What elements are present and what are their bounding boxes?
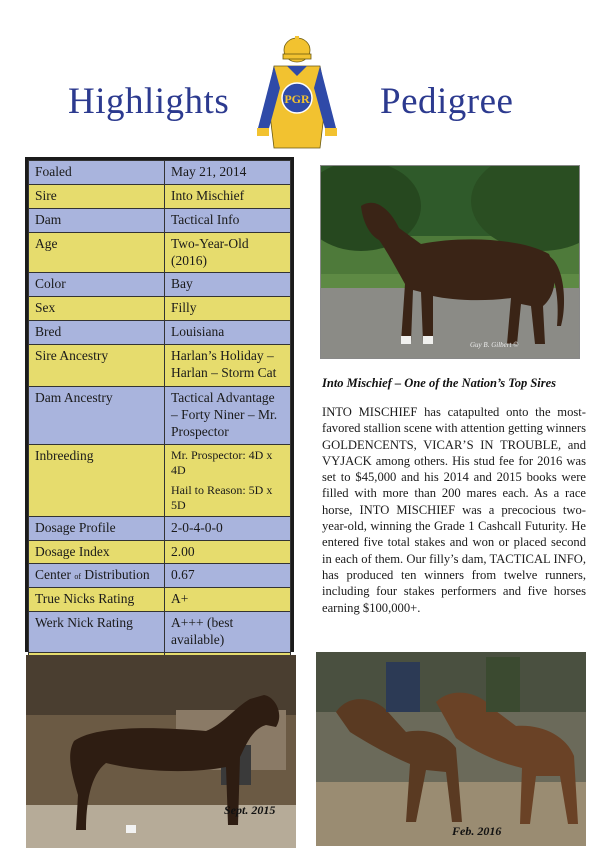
highlights-title: Highlights	[68, 81, 230, 122]
table-row	[29, 444, 291, 516]
row-label-werk-nick: Werk Nick Rating	[29, 612, 165, 653]
row-label-foaled: Foaled	[29, 161, 165, 185]
highlights-table	[25, 157, 294, 652]
table-row	[29, 387, 291, 445]
table-row	[29, 232, 291, 273]
table-row	[29, 345, 291, 387]
row-label-bred: Bred	[29, 321, 165, 345]
pedigree-title: Pedigree	[380, 81, 514, 122]
row-label-true-nicks: True Nicks Rating	[29, 588, 165, 612]
table-row	[29, 612, 291, 653]
table-row	[29, 516, 291, 540]
row-label-dam: Dam	[29, 208, 165, 232]
table-row	[29, 273, 291, 297]
row-value-werk-nick: A+++ (best available)	[165, 612, 291, 653]
row-label-color: Color	[29, 273, 165, 297]
table-row	[29, 208, 291, 232]
table-row	[29, 297, 291, 321]
label-part-center: Center	[35, 567, 71, 583]
logo-letters: PGR	[284, 92, 310, 106]
row-value-bred: Louisiana	[165, 321, 291, 345]
row-label-inbreeding: Inbreeding	[29, 444, 165, 516]
table-row	[29, 161, 291, 185]
caption-sept-2015: Sept. 2015	[224, 803, 276, 817]
row-value-center-of-distribution: 0.67	[165, 564, 291, 588]
inbreeding-line-2: Hail to Reason: 5D x 5D	[171, 482, 273, 512]
table-row	[29, 564, 291, 588]
caption-feb-2016: Feb. 2016	[452, 824, 502, 838]
inbreeding-line-1: Mr. Prospector: 4D x 4D	[171, 447, 273, 477]
row-label-age: Age	[29, 232, 165, 273]
jockey-silks-logo	[256, 36, 338, 151]
row-value-foaled: May 21, 2014	[165, 161, 291, 185]
table-row	[29, 184, 291, 208]
table-row	[29, 321, 291, 345]
row-value-inbreeding	[165, 444, 291, 516]
row-label-dam-ancestry: Dam Ancestry	[29, 387, 165, 445]
row-value-dosage-index: 2.00	[165, 540, 291, 564]
row-value-age: Two-Year-Old (2016)	[165, 232, 291, 273]
row-value-dam: Tactical Info	[165, 208, 291, 232]
row-value-color: Bay	[165, 273, 291, 297]
row-label-dosage-profile: Dosage Profile	[29, 516, 165, 540]
page-header	[0, 0, 600, 155]
row-label-sire-ancestry: Sire Ancestry	[29, 345, 165, 387]
row-label-sex: Sex	[29, 297, 165, 321]
row-label-dosage-index: Dosage Index	[29, 540, 165, 564]
row-value-sex: Filly	[165, 297, 291, 321]
row-label-center-of-distribution	[29, 564, 165, 588]
row-value-sire-ancestry: Harlan’s Holiday – Harlan – Storm Cat	[165, 345, 291, 387]
stallion-photo	[320, 165, 580, 359]
article-body: INTO MISCHIEF has catapulted onto the most-favored stallion scene with attention getting winners GOLDENCENTS, VICAR’S IN TROUBLE, and VYJACK among others. His stud fee for 2016 was set to $45,000 and his 2014 and 2015 books were filled with more than 200 mares each. As a race horse, INTO MISCHIEF was a precocious two-year-old, winning the Grade 1 Cashcall Futurity. He entered five total stakes and won or placed second in each of them. Our filly’s dam, TACTICAL INFO, has produced ten winners from twelve runners, including four stakes performers and five horses earning $100,000+.	[322, 405, 586, 615]
label-part-of: of	[74, 572, 82, 582]
row-label-sire: Sire	[29, 184, 165, 208]
row-value-dosage-profile: 2-0-4-0-0	[165, 516, 291, 540]
training-photo	[316, 652, 586, 846]
table-row	[29, 588, 291, 612]
row-value-dam-ancestry: Tactical Advantage – Forty Niner – Mr. Prospector	[165, 387, 291, 445]
yearling-photo	[26, 655, 296, 848]
row-value-sire: Into Mischief	[165, 184, 291, 208]
label-part-distribution: Distribution	[84, 567, 150, 583]
photo-credit: Guy B. Gilbert ©	[470, 341, 519, 349]
article-heading: Into Mischief – One of the Nation’s Top Sires	[322, 376, 557, 390]
row-value-true-nicks: A+	[165, 588, 291, 612]
table-row	[29, 540, 291, 564]
